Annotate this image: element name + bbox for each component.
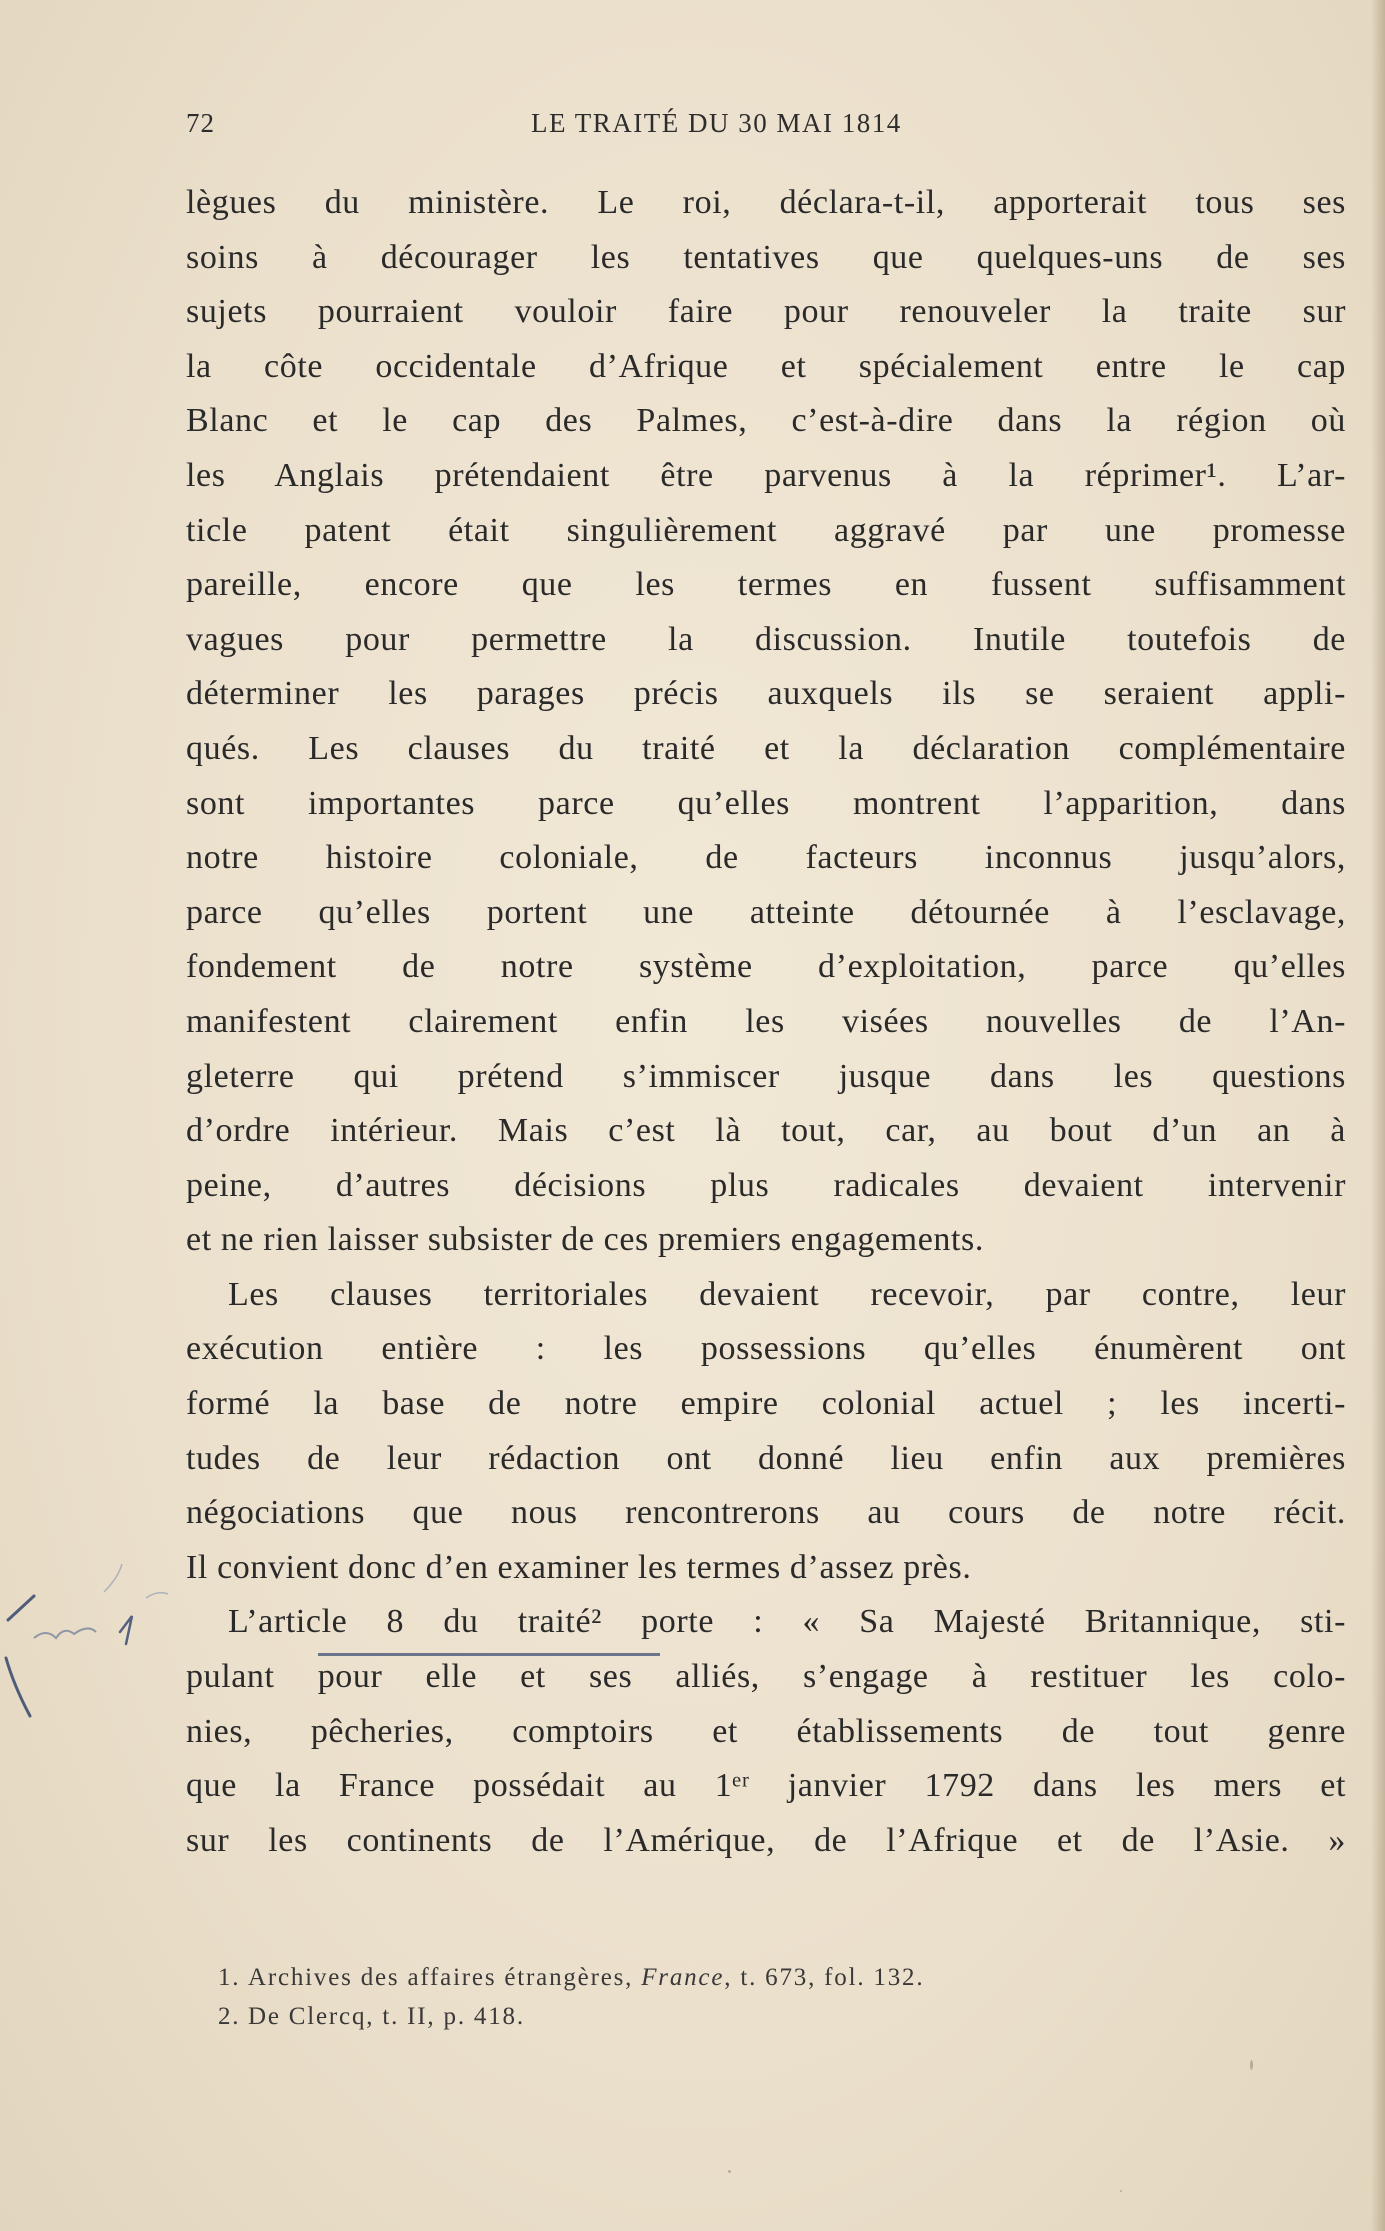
text-line: négociations que nous rencontrerons au cours de notre récit. xyxy=(186,1494,1346,1532)
text-line: Blanc et le cap des Palmes, c’est-à-dire dans la région où xyxy=(186,402,1346,440)
text-line: sont importantes parce qu’elles montrent l’apparition, dans xyxy=(186,784,1346,822)
text-line: fondement de notre système d’exploitation, parce qu’elles xyxy=(186,948,1346,986)
text-line: vagues pour permettre la discussion. Inutile toutefois de xyxy=(186,620,1346,658)
text-line: gleterre qui prétend s’immiscer jusque dans les questions xyxy=(186,1057,1346,1095)
text-line: soins à décourager les tentatives que quelques-uns de ses xyxy=(186,238,1346,276)
text-line: tudes de leur rédaction ont donné lieu enfin aux premières xyxy=(186,1439,1346,1477)
pencil-underline xyxy=(318,1653,660,1656)
running-header xyxy=(186,108,1346,144)
paper-speck xyxy=(728,2170,731,2173)
paper-speck xyxy=(1120,2190,1122,2192)
text-line: sujets pourraient vouloir faire pour renouveler la traite sur xyxy=(186,293,1346,331)
text-line: Les clauses territoriales devaient recevoir, par contre, leur xyxy=(228,1275,1346,1313)
footnote-text: De Clercq, t. II, p. 418. xyxy=(248,2003,525,2030)
text-line: parce qu’elles portent une atteinte détournée à l’esclavage, xyxy=(186,893,1346,931)
text-line: d’ordre intérieur. Mais c’est là tout, car, au bout d’un an à xyxy=(186,1112,1346,1150)
body-text xyxy=(186,176,1346,1868)
text-line: pareille, encore que les termes en fussent suffisamment xyxy=(186,566,1346,604)
footnote-text: Archives des affaires étrangères, France, t. 673, fol. 132. xyxy=(248,1964,925,1991)
footnote-number: 2. xyxy=(218,2003,241,2030)
footnotes xyxy=(218,1958,1218,2036)
text-line: lègues du ministère. Le roi, déclara-t-il, apporterait tous ses xyxy=(186,184,1346,221)
text-line: sur les continents de l’Amérique, de l’Afrique et de l’Asie. » xyxy=(186,1821,1346,1859)
text-line: L’article 8 du traité² porte : « Sa Majesté Britannique, sti- xyxy=(228,1603,1346,1641)
text-line: pulant pour elle et ses alliés, s’engage à restituer les colo- xyxy=(186,1658,1346,1696)
page-edge-shadow xyxy=(1371,0,1385,2231)
running-title: LE TRAITÉ DU 30 MAI 1814 xyxy=(531,108,902,138)
text-line: notre histoire coloniale, de facteurs inconnus jusqu’alors, xyxy=(186,839,1346,877)
text-line: nies, pêcheries, comptoirs et établissements de tout genre xyxy=(186,1712,1346,1750)
text-line: les Anglais prétendaient être parvenus à la réprimer¹. L’ar- xyxy=(186,456,1346,494)
footnote xyxy=(218,1997,1218,2036)
text-line: la côte occidentale d’Afrique et spécialement entre le cap xyxy=(186,347,1346,385)
text-line: qués. Les clauses du traité et la déclaration complémentaire xyxy=(186,729,1346,767)
text-line: manifestent clairement enfin les visées nouvelles de l’An- xyxy=(186,1002,1346,1040)
text-line: ticle patent était singulièrement aggravé par une promesse xyxy=(186,511,1346,549)
pencil-margin-mark-icon xyxy=(0,1520,200,1720)
page-number: 72 xyxy=(186,108,215,138)
text-line: formé la base de notre empire colonial actuel ; les incerti- xyxy=(186,1385,1346,1423)
paper-speck xyxy=(1250,2060,1253,2070)
text-line: exécution entière : les possessions qu’elles énumèrent ont xyxy=(186,1330,1346,1368)
text-line: peine, d’autres décisions plus radicales devaient intervenir xyxy=(186,1166,1346,1204)
text-line: et ne rien laisser subsister de ces premiers engagements. xyxy=(186,1221,984,1259)
text-line: que la France possédait au 1ᵉʳ janvier 1792 dans les mers et xyxy=(186,1767,1346,1805)
text-line: Il convient donc d’en examiner les termes d’assez près. xyxy=(186,1548,972,1586)
footnote xyxy=(218,1958,1218,1997)
text-line: déterminer les parages précis auxquels ils se seraient appli- xyxy=(186,675,1346,713)
footnote-number: 1. xyxy=(218,1964,241,1991)
